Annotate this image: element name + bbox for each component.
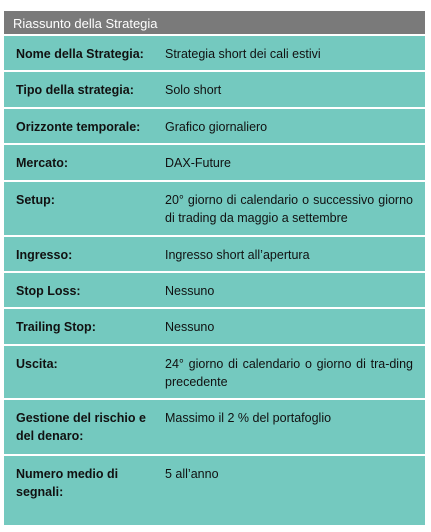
row-value: 20° giorno di calendario o successivo giorno di trading da maggio a settembre bbox=[165, 193, 413, 225]
row-value: 24° giorno di calendario o giorno di tra-ding precedente bbox=[165, 357, 413, 389]
row-value: 5 all’anno bbox=[165, 467, 219, 481]
row-label: Uscita: bbox=[16, 357, 58, 371]
row-market bbox=[4, 145, 425, 182]
row-value: Ingresso short all’apertura bbox=[165, 248, 310, 262]
row-strategy-name bbox=[4, 36, 425, 72]
row-label: Setup: bbox=[16, 193, 55, 207]
row-average-signals bbox=[4, 456, 425, 511]
row-value: Nessuno bbox=[165, 284, 215, 298]
row-label: Trailing Stop: bbox=[16, 320, 96, 334]
row-label: Orizzonte temporale: bbox=[16, 120, 141, 134]
row-risk-management bbox=[4, 400, 425, 456]
row-label: Tipo della strategia: bbox=[16, 83, 134, 97]
row-value: Nessuno bbox=[165, 320, 215, 334]
row-exit bbox=[4, 346, 425, 400]
row-value: Strategia short dei cali estivi bbox=[165, 47, 321, 61]
row-label: Gestione del rischio e del denaro: bbox=[16, 411, 146, 443]
summary-rows bbox=[4, 36, 425, 511]
row-value: Solo short bbox=[165, 83, 222, 97]
row-setup bbox=[4, 182, 425, 237]
row-label: Numero medio di segnali: bbox=[16, 467, 119, 499]
row-value: DAX-Future bbox=[165, 156, 231, 170]
panel-title: Riassunto della Strategia bbox=[4, 11, 425, 36]
row-label: Stop Loss: bbox=[16, 284, 81, 298]
strategy-summary-panel bbox=[4, 11, 425, 525]
row-strategy-type bbox=[4, 72, 425, 109]
row-value: Grafico giornaliero bbox=[165, 120, 268, 134]
row-value: Massimo il 2 % del portafoglio bbox=[165, 411, 332, 425]
row-label: Mercato: bbox=[16, 156, 69, 170]
row-entry bbox=[4, 237, 425, 273]
row-stop-loss bbox=[4, 273, 425, 309]
row-trailing-stop bbox=[4, 309, 425, 346]
row-label: Ingresso: bbox=[16, 248, 73, 262]
row-label: Nome della Strategia: bbox=[16, 47, 144, 61]
row-time-horizon bbox=[4, 109, 425, 145]
